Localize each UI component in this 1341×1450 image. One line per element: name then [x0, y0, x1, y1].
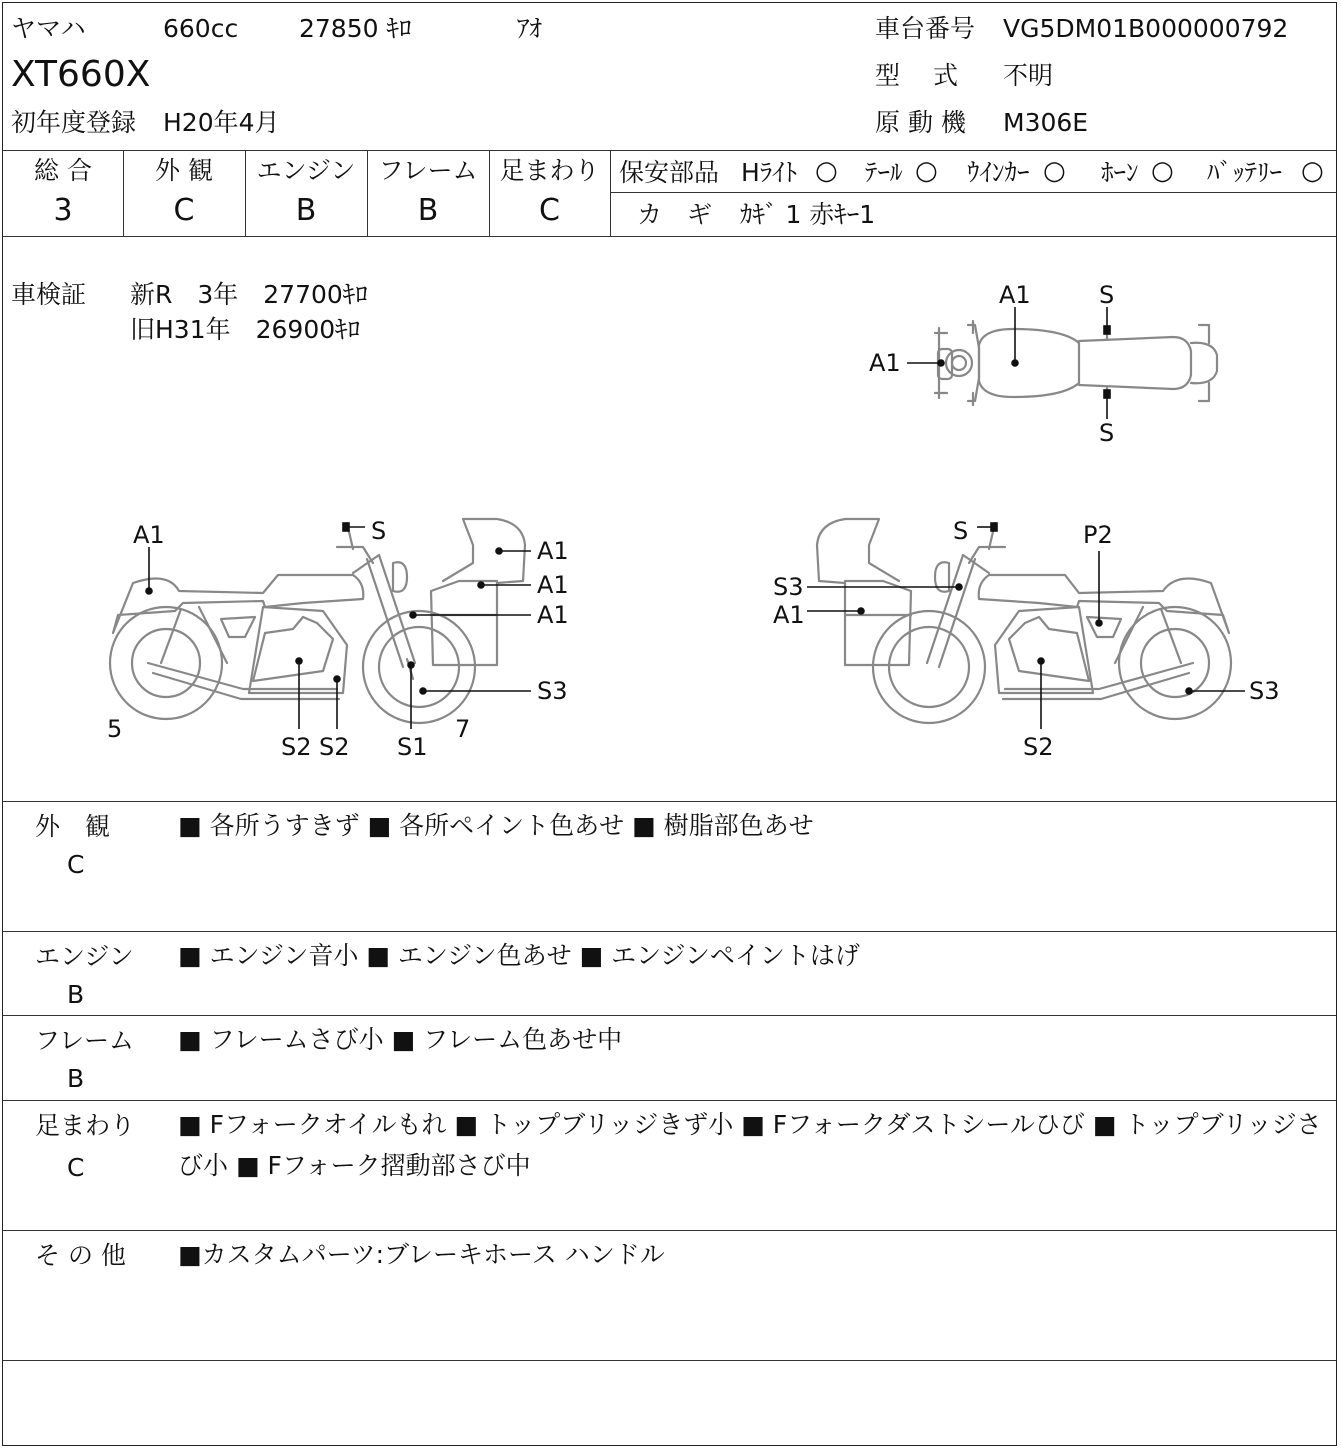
- body-color: ｱｵ: [517, 14, 543, 43]
- right-side-bike: [817, 519, 1231, 723]
- left-label-a1-screen: A1: [537, 537, 569, 565]
- left-label-s-mirror: S: [371, 517, 387, 545]
- safety-winker-mark: ○: [1043, 156, 1066, 186]
- model-type-value: 不明: [1003, 61, 1054, 90]
- safety-taillight-label: ﾃｰﾙ: [865, 158, 903, 187]
- safety-taillight-mark: ○: [915, 156, 938, 186]
- first-registration-label: 初年度登録: [11, 108, 137, 137]
- model-name: XT660X: [11, 54, 151, 95]
- grade-engine-label: エンジン: [256, 156, 356, 185]
- chassis-number-value: VG5DM01B000000792: [1003, 14, 1289, 43]
- left-label-s2-engine: S2: [281, 733, 312, 761]
- section-frame-label: フレーム: [35, 1026, 135, 1055]
- grade-suspension-value: C: [539, 193, 560, 228]
- divider: [3, 1015, 1337, 1016]
- top-label-s-lower: S: [1099, 419, 1115, 447]
- inspection-certificate-label: 車検証: [11, 280, 87, 309]
- left-label-s2-exhaust: S2: [319, 733, 350, 761]
- top-label-s-upper: S: [1099, 281, 1115, 309]
- left-label-a1-fork: A1: [537, 601, 569, 629]
- right-label-p2-panel: P2: [1083, 521, 1113, 549]
- maker: ヤマハ: [11, 14, 86, 43]
- divider: [3, 1230, 1337, 1231]
- engine-model-value: M306E: [1003, 108, 1089, 137]
- grade-frame-label: フレーム: [378, 156, 478, 185]
- section-frame-notes: ■ フレームさび小 ■ フレーム色あせ中: [178, 1025, 623, 1054]
- section-engine-label: エンジン: [35, 942, 134, 971]
- grade-overall-value: 3: [53, 193, 73, 228]
- grade-engine-value: B: [295, 193, 317, 228]
- first-registration-value: H20年4月: [163, 108, 280, 137]
- engine-model-label: 原 動 機: [875, 108, 966, 137]
- inspection-sheet: [2, 2, 1337, 1446]
- divider: [3, 1360, 1337, 1361]
- grade-overall-label: 総 合: [34, 156, 92, 185]
- left-label-s1-fork: S1: [397, 733, 428, 761]
- chassis-number-label: 車台番号: [875, 14, 976, 43]
- inspection-new: 新R 3年 27700ｷﾛ: [130, 280, 368, 309]
- safety-winker-label: ｳｲﾝｶｰ: [967, 158, 1030, 187]
- right-label-s-mirror: S: [953, 517, 969, 545]
- section-suspension-label: 足まわり: [35, 1111, 136, 1140]
- divider: [3, 931, 1337, 932]
- inspection-old: 旧H31年 26900ｷﾛ: [130, 315, 361, 344]
- left-side-bike: [110, 519, 525, 723]
- section-exterior-label: 外 観: [35, 812, 111, 841]
- grade-exterior-value: C: [173, 193, 195, 228]
- mileage: 27850 ｷﾛ: [299, 14, 412, 43]
- model-type-label: 型 式: [875, 61, 958, 90]
- left-label-rear-tire: 5: [107, 715, 123, 743]
- key-label: カ ギ: [637, 200, 713, 229]
- section-exterior-notes: ■ 各所うすきず ■ 各所ペイント色あせ ■ 樹脂部色あせ: [178, 811, 814, 840]
- right-label-s3-wheel: S3: [1249, 677, 1280, 705]
- section-suspension-grade: C: [67, 1153, 85, 1182]
- right-label-s3-fork: S3: [773, 573, 804, 601]
- left-label-a1-cowl: A1: [537, 571, 569, 599]
- left-label-front-tire: 7: [455, 715, 471, 743]
- top-label-a1-body: A1: [999, 281, 1031, 309]
- section-exterior-grade: C: [67, 850, 85, 879]
- key-value: ｶｷﾞ 1 赤ｷｰ1: [740, 200, 876, 229]
- displacement: 660cc: [163, 14, 239, 43]
- safety-battery-mark: ○: [1301, 156, 1324, 186]
- grade-frame-value: B: [417, 193, 439, 228]
- safety-horn-mark: ○: [1151, 156, 1174, 186]
- section-engine-notes: ■ エンジン音小 ■ エンジン色あせ ■ エンジンペイントはげ: [178, 941, 860, 970]
- left-label-a1-tail: A1: [133, 521, 165, 549]
- safety-parts-label: 保安部品: [619, 158, 720, 187]
- damage-diagram: [3, 3, 1337, 803]
- safety-headlight-label: Hﾗｲﾄ: [741, 158, 798, 187]
- section-frame-grade: B: [67, 1064, 85, 1093]
- section-other-notes: ■カスタムパーツ:ブレーキホース ハンドル: [178, 1240, 665, 1269]
- divider: [3, 1100, 1337, 1101]
- safety-headlight-mark: ○: [815, 156, 838, 186]
- grade-suspension-label: 足まわり: [499, 156, 600, 185]
- section-suspension-notes: ■ Fフォークオイルもれ ■ トップブリッジきず小 ■ Fフォークダストシールひび ■ トップブリッジさび小 ■ Fフォーク摺動部さび中: [178, 1110, 1322, 1180]
- divider: [3, 801, 1337, 802]
- top-view-bike: [935, 321, 1217, 405]
- safety-battery-label: ﾊﾞｯﾃﾘｰ: [1207, 158, 1283, 187]
- right-label-s2-engine: S2: [1023, 733, 1054, 761]
- top-label-a1-front: A1: [869, 349, 901, 377]
- safety-horn-label: ﾎｰﾝ: [1101, 158, 1139, 187]
- section-other-label: そ の 他: [35, 1241, 126, 1270]
- right-label-a1-cowl: A1: [773, 601, 805, 629]
- grade-exterior-label: 外 観: [155, 156, 213, 185]
- section-engine-grade: B: [67, 980, 85, 1009]
- left-label-s3-wheel: S3: [537, 677, 568, 705]
